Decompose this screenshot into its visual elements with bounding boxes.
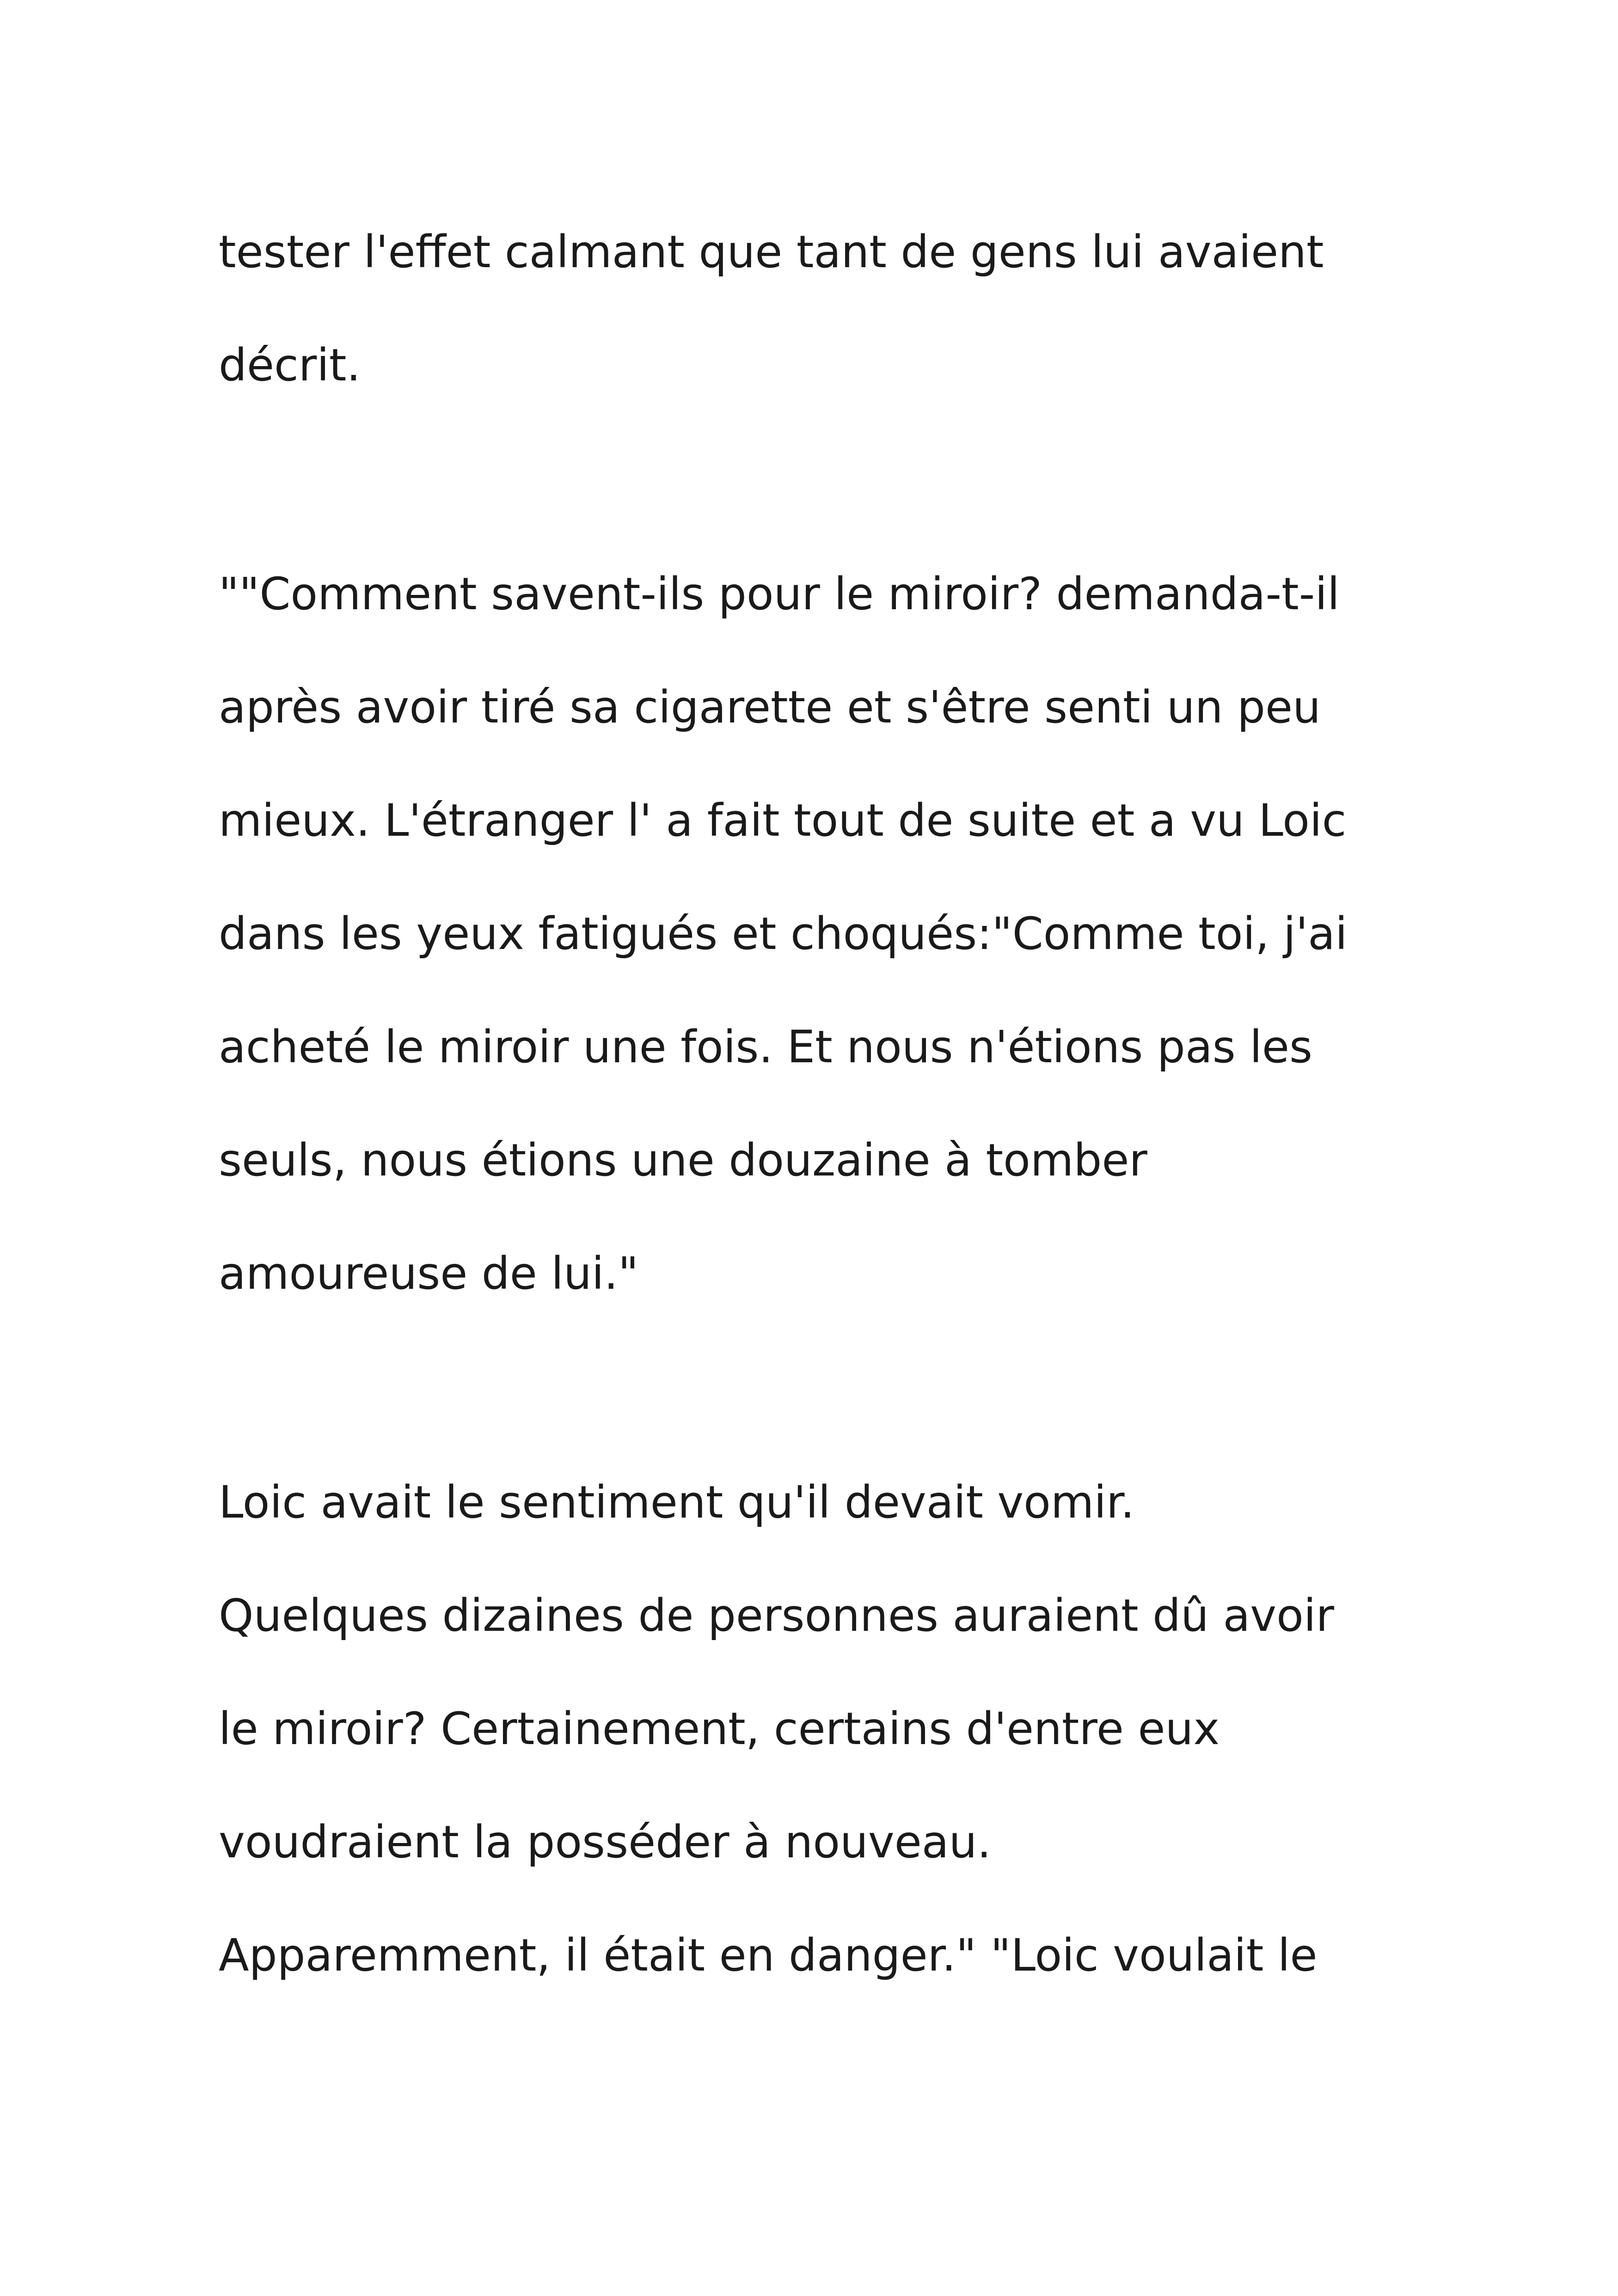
text-line: mieux. L'étranger l' a fait tout de suite et a vu Loic	[219, 795, 1347, 846]
text-line: le miroir? Certainement, certains d'entre eux	[219, 1703, 1220, 1755]
text-line: décrit.	[219, 339, 361, 391]
text-line: acheté le miroir une fois. Et nous n'étions pas les	[219, 1021, 1312, 1073]
text-line: Quelques dizaines de personnes auraient dû avoir	[219, 1590, 1334, 1641]
text-line: Loic avait le sentiment qu'il devait vomir.	[219, 1476, 1135, 1528]
text-line: tester l'effet calmant que tant de gens lui avaient	[219, 226, 1324, 278]
text-line: ""Comment savent-ils pour le miroir? demanda-t-il	[219, 568, 1340, 620]
text-line: amoureuse de lui."	[219, 1248, 639, 1299]
text-line: voudraient la posséder à nouveau.	[219, 1816, 991, 1868]
text-line: après avoir tiré sa cigarette et s'être senti un peu	[219, 681, 1321, 733]
text-line: dans les yeux fatigués et choqués:"Comme toi, j'ai	[219, 908, 1348, 960]
text-line: Apparemment, il était en danger." "Loic voulait le	[219, 1929, 1318, 1981]
text-line: seuls, nous étions une douzaine à tomber	[219, 1134, 1147, 1186]
